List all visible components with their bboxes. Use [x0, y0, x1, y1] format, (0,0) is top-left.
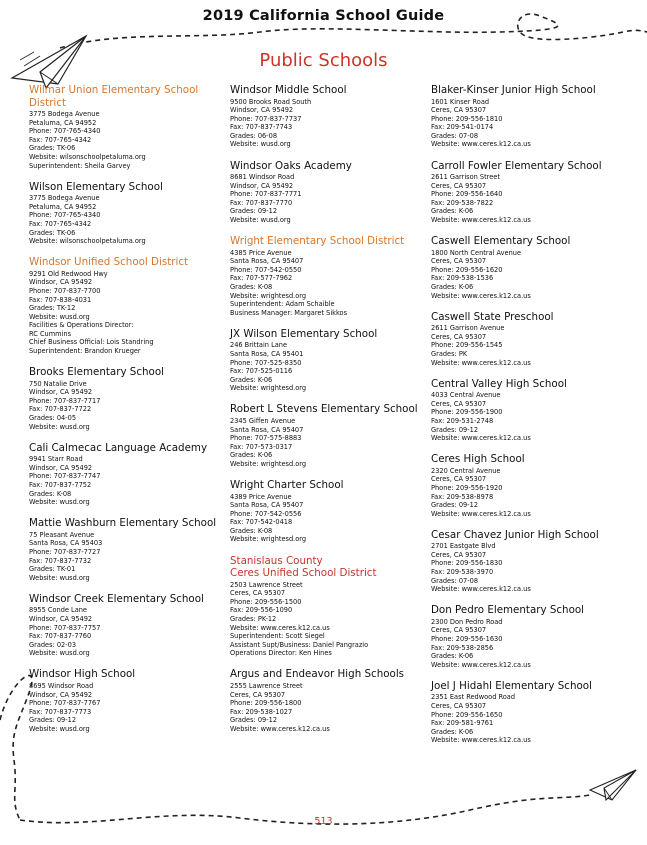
- school-entry: [230, 160, 424, 225]
- school-entry: [29, 84, 223, 170]
- school-detail-line: Grades: TK-12: [29, 304, 76, 313]
- school-name: Windsor Creek Elementary School: [29, 592, 204, 605]
- school-detail-line: Website: wusd.org: [29, 498, 90, 507]
- school-detail-line: Phone: 209-556-1620: [431, 265, 503, 274]
- school-detail-line: 3775 Bodega Avenue: [29, 110, 100, 118]
- school-details: [230, 98, 424, 150]
- school-detail-line: Website: www.ceres.k12.ca.us: [431, 358, 531, 367]
- school-detail-line: Fax: 707-765-4342: [29, 135, 92, 144]
- school-details: [29, 682, 223, 734]
- school-detail-line: Windsor, CA 95492: [29, 278, 93, 287]
- school-detail-line: Website: wusd.org: [29, 724, 90, 733]
- school-detail-line: Grades: K-06: [230, 451, 273, 460]
- school-detail-line: Grades: 09-12: [431, 425, 479, 434]
- school-detail-line: 2701 Eastgate Blvd: [431, 542, 496, 551]
- school-detail-line: Fax: 707-837-7752: [29, 481, 92, 489]
- school-detail-line: Grades: 07-08: [431, 576, 479, 585]
- school-detail-line: Phone: 209-556-1800: [230, 699, 302, 708]
- school-details: [230, 341, 424, 393]
- school-detail-line: Phone: 707-837-7771: [230, 190, 302, 199]
- school-detail-line: Fax: 209-581-9761: [431, 719, 494, 728]
- school-detail-line: Phone: 209-556-1650: [431, 710, 503, 719]
- school-details: [431, 98, 625, 150]
- school-name: Ceres Unified School District: [230, 567, 377, 580]
- school-detail-line: Santa Rosa, CA 95407: [230, 257, 304, 266]
- school-detail-line: Windsor, CA 95492: [29, 614, 93, 623]
- school-detail-line: Website: wusd.org: [29, 312, 90, 321]
- school-detail-line: 246 Brittain Lane: [230, 341, 288, 350]
- school-detail-line: Phone: 209-556-1640: [431, 190, 503, 199]
- school-detail-line: Website: wusd.org: [230, 216, 291, 225]
- school-name: Mattie Washburn Elementary School: [29, 517, 217, 530]
- school-detail-line: Fax: 707-837-7760: [29, 632, 92, 641]
- school-details: [431, 324, 625, 367]
- section-title: Public Schools: [259, 50, 388, 71]
- school-detail-line: Fax: 209-538-2856: [431, 643, 494, 652]
- school-detail-line: Ceres, CA 95307: [431, 475, 487, 484]
- school-detail-line: Grades: 09-12: [431, 501, 479, 510]
- school-detail-line: Fax: 209-538-1027: [230, 707, 293, 716]
- school-name: Windsor Oaks Academy: [230, 159, 352, 172]
- school-entry: [230, 567, 424, 658]
- school-entry: [29, 593, 223, 658]
- school-detail-line: Santa Rosa, CA 95407: [230, 425, 304, 434]
- school-detail-line: Phone: 707-542-0556: [230, 509, 302, 518]
- school-entry: [431, 378, 625, 443]
- school-details: [29, 455, 223, 507]
- school-detail-line: Website: wrightesd.org: [230, 291, 307, 300]
- school-detail-line: 2300 Don Pedro Road: [431, 617, 503, 626]
- school-detail-line: Website: www.ceres.k12.ca.us: [431, 216, 531, 225]
- school-detail-line: 8681 Windsor Road: [230, 173, 295, 182]
- school-detail-line: Petaluma, CA 94952: [29, 118, 97, 127]
- school-detail-line: 2611 Garrison Street: [431, 173, 500, 182]
- school-detail-line: Operations Director: Ken Hines: [230, 649, 332, 658]
- school-name: Windsor Unified School District: [29, 256, 189, 269]
- school-detail-line: Grades: K-06: [431, 727, 474, 736]
- school-detail-line: Website: wilsonschoolpetaluma.org: [29, 152, 146, 161]
- school-details: [29, 194, 223, 246]
- school-detail-line: Ceres, CA 95307: [431, 626, 487, 635]
- school-detail-line: Fax: 707-837-7743: [230, 123, 293, 132]
- school-detail-line: 9291 Old Redwood Hwy: [29, 269, 108, 278]
- school-detail-line: Fax: 707-525-0116: [230, 367, 293, 376]
- school-detail-line: Windsor, CA 95492: [29, 388, 93, 397]
- school-detail-line: Chief Business Official: Lois Standring: [29, 338, 154, 347]
- school-detail-line: 4033 Central Avenue: [431, 391, 501, 400]
- school-detail-line: Phone: 209-556-1900: [431, 408, 503, 417]
- school-detail-line: Website: www.ceres.k12.ca.us: [431, 291, 531, 300]
- school-detail-line: Website: www.ceres.k12.ca.us: [431, 736, 531, 745]
- school-entry: [230, 328, 424, 393]
- school-detail-line: Grades: K-06: [431, 207, 474, 216]
- school-detail-line: Fax: 707-837-7732: [29, 556, 92, 565]
- school-detail-line: Superintendent: Adam Schaible: [230, 300, 335, 309]
- school-detail-line: Phone: 209-556-1810: [431, 114, 503, 123]
- school-detail-line: Fax: 707-837-7773: [29, 707, 92, 716]
- school-detail-line: Phone: 209-556-1830: [431, 559, 503, 568]
- school-detail-line: Grades: K-06: [431, 283, 474, 291]
- school-detail-line: Windsor, CA 95492: [230, 181, 294, 190]
- school-details: [29, 606, 223, 658]
- school-detail-line: Ceres, CA 95307: [431, 399, 487, 408]
- school-detail-line: Grades: 02-03: [29, 640, 77, 649]
- column-2: [230, 84, 424, 744]
- school-detail-line: Phone: 209-556-1630: [431, 635, 503, 644]
- school-details: [431, 467, 625, 519]
- school-detail-line: Phone: 209-556-1920: [431, 483, 503, 492]
- school-detail-line: Phone: 209-556-1500: [230, 597, 302, 606]
- school-detail-line: Grades: PK: [431, 349, 468, 358]
- school-detail-line: Superintendent: Scott Siegel: [230, 632, 325, 641]
- school-detail-line: Phone: 707-837-7737: [230, 114, 302, 123]
- school-entry: [230, 479, 424, 544]
- school-detail-line: Phone: 707-837-7700: [29, 286, 101, 295]
- school-detail-line: 4389 Price Avenue: [230, 492, 292, 501]
- school-detail-line: 8695 Windsor Road: [29, 681, 94, 690]
- school-detail-line: Fax: 209-531-2748: [431, 416, 494, 425]
- school-detail-line: Website: www.ceres.k12.ca.us: [230, 623, 330, 632]
- school-detail-line: Superintendent: Brandon Krueger: [29, 347, 141, 356]
- school-name: Stanislaus County: [230, 554, 323, 567]
- school-name: Carroll Fowler Elementary School: [431, 159, 602, 172]
- school-name: Windsor High School: [29, 668, 136, 681]
- school-detail-line: Grades: 09-12: [29, 716, 77, 725]
- column-1: [29, 84, 223, 744]
- school-detail-line: Fax: 209-538-7822: [431, 198, 494, 207]
- school-detail-line: 1601 Kinser Road: [431, 97, 490, 106]
- school-detail-line: 2503 Lawrence Street: [230, 580, 303, 589]
- school-entry: [230, 555, 424, 568]
- school-name: Argus and Endeavor High Schools: [230, 668, 405, 681]
- school-name: Robert L Stevens Elementary School: [230, 403, 418, 416]
- school-detail-line: Ceres, CA 95307: [431, 332, 487, 341]
- school-name: Caswell State Preschool: [431, 310, 554, 323]
- school-detail-line: Phone: 707-837-7727: [29, 547, 101, 556]
- school-detail-line: Website: wusd.org: [29, 573, 90, 582]
- school-detail-line: Website: wusd.org: [230, 140, 291, 149]
- school-detail-line: Fax: 209-538-3970: [431, 568, 494, 577]
- school-detail-line: Grades: TK-01: [29, 565, 76, 574]
- school-detail-line: 4385 Price Avenue: [230, 248, 292, 257]
- school-entry: [29, 256, 223, 355]
- school-detail-line: 75 Pleasant Avenue: [29, 530, 95, 539]
- school-name: JX Wilson Elementary School: [230, 327, 378, 340]
- school-details: [29, 380, 223, 432]
- school-entry: [431, 680, 625, 745]
- school-detail-line: Phone: 707-837-7767: [29, 699, 101, 708]
- school-details: [431, 249, 625, 301]
- school-detail-line: Fax: 209-541-0174: [431, 123, 494, 132]
- school-name: Blaker-Kinser Junior High School: [431, 84, 596, 96]
- school-details: [431, 693, 625, 745]
- school-detail-line: Phone: 707-837-7747: [29, 472, 101, 481]
- paper-plane-icon-bottom-right: [590, 770, 636, 800]
- school-detail-line: Superintendent: Sheila Garvey: [29, 161, 131, 170]
- school-detail-line: Phone: 707-837-7717: [29, 396, 101, 405]
- school-entry: [29, 181, 223, 246]
- school-detail-line: Fax: 707-573-0317: [230, 442, 293, 451]
- school-details: [431, 173, 625, 225]
- school-entry: [230, 403, 424, 468]
- school-detail-line: Fax: 707-542-0418: [230, 518, 293, 527]
- page-header-title: 2019 California School Guide: [202, 8, 445, 24]
- school-detail-line: Santa Rosa, CA 95403: [29, 539, 103, 548]
- school-detail-line: Website: wrightesd.org: [230, 384, 307, 393]
- school-detail-line: Website: wusd.org: [29, 422, 90, 431]
- school-detail-line: Ceres, CA 95307: [431, 106, 487, 115]
- school-details: [230, 493, 424, 545]
- school-details: [230, 173, 424, 225]
- school-detail-line: 9941 Starr Road: [29, 455, 83, 464]
- school-detail-line: 2345 Giffen Avenue: [230, 416, 296, 425]
- school-entry: [29, 366, 223, 431]
- school-detail-line: Facilities & Operations Director:: [29, 321, 134, 330]
- school-name: Caswell Elementary School: [431, 235, 571, 248]
- school-detail-line: Windsor, CA 95492: [29, 690, 93, 699]
- school-detail-line: Website: wrightesd.org: [230, 459, 307, 468]
- school-detail-line: 750 Natalie Drive: [29, 379, 87, 388]
- school-entry: [230, 235, 424, 317]
- school-details: [230, 417, 424, 469]
- school-name: Cali Calmecac Language Academy: [29, 441, 208, 454]
- school-detail-line: Fax: 209-538-8978: [431, 492, 494, 501]
- school-entry: [431, 235, 625, 300]
- school-detail-line: Ceres, CA 95307: [431, 181, 487, 190]
- school-detail-line: 8955 Conde Lane: [29, 606, 87, 615]
- school-detail-line: Grades: K-08: [230, 526, 273, 535]
- school-detail-line: Phone: 707-575-8883: [230, 434, 302, 443]
- school-name: Brooks Elementary School: [29, 366, 164, 379]
- school-details: [29, 531, 223, 583]
- school-entry: [230, 668, 424, 733]
- school-detail-line: 2320 Central Avenue: [431, 466, 501, 475]
- school-entry: [431, 311, 625, 367]
- school-detail-line: Santa Rosa, CA 95407: [230, 501, 304, 510]
- school-name: Wilson Elementary School: [29, 180, 163, 193]
- school-detail-line: Ceres, CA 95307: [230, 589, 286, 598]
- school-name: Cesar Chavez Junior High School: [431, 528, 599, 541]
- school-detail-line: Phone: 707-542-0550: [230, 265, 302, 274]
- school-detail-line: Grades: 04-05: [29, 414, 77, 423]
- school-entry: [29, 517, 223, 582]
- school-details: [29, 110, 223, 170]
- school-details: [230, 682, 424, 734]
- school-name: Central Valley High School: [431, 377, 567, 390]
- school-detail-line: Website: www.ceres.k12.ca.us: [431, 585, 531, 594]
- school-details: [431, 618, 625, 670]
- school-detail-line: Website: wilsonschoolpetaluma.org: [29, 237, 146, 246]
- school-name: Wright Charter School: [230, 479, 344, 491]
- school-detail-line: Grades: K-06: [431, 652, 474, 661]
- school-detail-line: Phone: 707-525-8350: [230, 358, 302, 367]
- school-name: Wilmar Union Elementary School District: [29, 84, 199, 109]
- school-details: [29, 270, 223, 356]
- school-detail-line: Website: wrightesd.org: [230, 535, 307, 544]
- school-detail-line: Ceres, CA 95307: [431, 550, 487, 559]
- column-3: [431, 84, 625, 755]
- school-detail-line: Grades: 07-08: [431, 131, 479, 140]
- school-detail-line: Grades: TK-06: [29, 228, 76, 237]
- school-detail-line: Grades: PK-12: [230, 614, 277, 623]
- school-detail-line: Fax: 707-577-7962: [230, 274, 293, 283]
- school-entry: [431, 160, 625, 225]
- school-detail-line: Website: www.ceres.k12.ca.us: [431, 660, 531, 669]
- school-details: [230, 581, 424, 658]
- school-detail-line: 3775 Bodega Avenue: [29, 194, 100, 203]
- school-detail-line: Grades: K-08: [230, 283, 273, 291]
- school-detail-line: Website: www.ceres.k12.ca.us: [431, 509, 531, 518]
- school-detail-line: Website: www.ceres.k12.ca.us: [431, 140, 531, 149]
- school-detail-line: Grades: 09-12: [230, 716, 278, 725]
- school-detail-line: Website: www.ceres.k12.ca.us: [431, 434, 531, 443]
- school-detail-line: Ceres, CA 95307: [431, 702, 487, 710]
- school-detail-line: Ceres, CA 95307: [431, 257, 487, 266]
- school-entry: [29, 442, 223, 507]
- school-detail-line: Grades: K-06: [230, 375, 273, 384]
- school-detail-line: Fax: 707-837-7770: [230, 198, 293, 207]
- school-detail-line: Grades: 09-12: [230, 207, 278, 216]
- school-detail-line: Windsor, CA 95492: [230, 106, 294, 115]
- school-detail-line: 2611 Garrison Avenue: [431, 324, 505, 333]
- school-detail-line: Assistant Supt/Business: Daniel Pangrazio: [230, 640, 369, 649]
- school-details: [230, 249, 424, 318]
- school-detail-line: Santa Rosa, CA 95401: [230, 349, 304, 358]
- school-detail-line: Ceres, CA 95307: [230, 690, 286, 699]
- school-detail-line: Fax: 707-837-7722: [29, 405, 92, 414]
- school-detail-line: Grades: TK-06: [29, 144, 76, 153]
- school-details: [431, 542, 625, 594]
- school-detail-line: 2555 Lawrence Street: [230, 681, 303, 690]
- school-name: Joel J Hidahl Elementary School: [431, 679, 592, 692]
- school-name: Don Pedro Elementary School: [431, 604, 585, 617]
- school-detail-line: Business Manager: Margaret Sikkos: [230, 308, 348, 317]
- school-detail-line: Fax: 209-538-1536: [431, 274, 494, 283]
- school-detail-line: Petaluma, CA 94952: [29, 202, 97, 211]
- school-detail-line: Website: www.ceres.k12.ca.us: [230, 724, 330, 733]
- dashed-flight-path-bottom-left: [0, 676, 32, 820]
- school-detail-line: Grades: 06-08: [230, 131, 278, 140]
- school-entry: [431, 529, 625, 594]
- school-detail-line: 1800 North Central Avenue: [431, 248, 522, 257]
- school-detail-line: Fax: 707-765-4342: [29, 219, 92, 228]
- school-detail-line: Website: wusd.org: [29, 649, 90, 658]
- school-detail-line: 9500 Brooks Road South: [230, 97, 312, 106]
- school-detail-line: RC Cummins: [29, 329, 72, 338]
- school-name: Windsor Middle School: [230, 84, 347, 96]
- school-entry: [431, 604, 625, 669]
- school-entry: [431, 84, 625, 149]
- school-detail-line: Phone: 707-837-7757: [29, 623, 101, 632]
- school-entry: [431, 453, 625, 518]
- school-detail-line: Fax: 209-556-1090: [230, 606, 293, 615]
- school-name: Ceres High School: [431, 453, 525, 466]
- school-detail-line: 2351 East Redwood Road: [431, 693, 516, 702]
- school-details: [431, 391, 625, 443]
- page-number: 513: [314, 816, 333, 827]
- school-detail-line: Grades: K-08: [29, 489, 72, 498]
- school-entry: [230, 84, 424, 149]
- school-detail-line: Phone: 707-765-4340: [29, 211, 101, 220]
- school-name: Wright Elementary School District: [230, 235, 405, 248]
- school-detail-line: Windsor, CA 95492: [29, 463, 93, 472]
- school-detail-line: Fax: 707-838-4031: [29, 295, 92, 304]
- school-entry: [29, 668, 223, 733]
- school-detail-line: Phone: 707-765-4340: [29, 127, 101, 136]
- school-detail-line: Phone: 209-556-1545: [431, 341, 503, 350]
